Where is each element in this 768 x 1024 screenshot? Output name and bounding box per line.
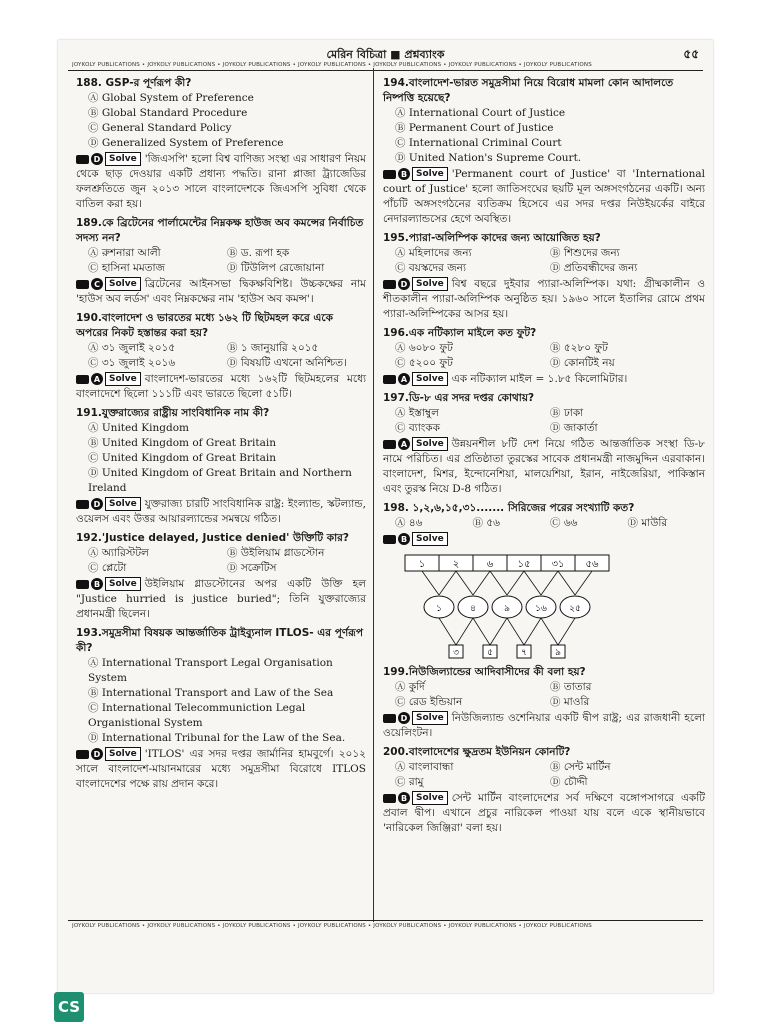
connector-line	[473, 618, 490, 645]
answer-marker: A	[398, 438, 410, 450]
connector-line	[490, 571, 507, 595]
option-text: Ⓐ মহিলাদের জন্য	[395, 247, 472, 259]
pen-icon	[76, 750, 89, 759]
option-text: Ⓐ ৩১ জুলাই ২০১৫	[88, 342, 176, 354]
solve-text: সেন্ট মার্টিন বাংলাদেশের সর্ব দক্ষিণে বঙ্গোপসাগরে একটি প্রবাল দ্বীপ। এখানে প্রচুর নারিকেল পাওয়া যায় বলে একে স্থানীয়ভাবে 'নারিকেল জিঞ্জিরা' বলা হয়।	[383, 792, 705, 834]
question-title: 190.বাংলাদেশ ও ভারতের মধ্যে ১৬২ টি ছিটমহল করে একে অপরের নিকট হস্তান্তর করা হয়?	[76, 312, 333, 339]
option-text: Ⓑ United Kingdom of Great Britain	[88, 437, 277, 449]
solve-line	[383, 437, 705, 497]
series-value: ৫৬	[585, 559, 599, 570]
publisher-strip-top: JOYKOLY PUBLICATIONS • JOYKOLY PUBLICATIONS • JOYKOLY PUBLICATIONS • JOYKOLY PUBLICATIONS • JOYKOLY PUBLICATIONS • JOYKOLY PUBLICATIONS • JOYKOLY PUBLICATIONS	[72, 62, 592, 68]
answer-marker: B	[398, 533, 410, 545]
solve-line	[383, 711, 705, 741]
option-text: Ⓒ General Standard Policy	[88, 122, 232, 134]
pen-icon	[383, 794, 396, 803]
connector-line	[473, 571, 490, 595]
difference-value: ৭	[521, 648, 527, 658]
series-value: ১	[418, 559, 426, 570]
option-text: Ⓑ Global Standard Procedure	[88, 107, 248, 119]
question-title: 195.প্যারা-অলিম্পিক কাদের জন্য আয়োজিত হয়?	[383, 232, 601, 244]
pen-icon	[383, 440, 396, 449]
options-grid	[76, 246, 366, 276]
answer-marker: B	[91, 578, 103, 590]
option-text: Ⓓ Generalized System of Preference	[88, 137, 284, 149]
option-text: Ⓒ হাসিনা মমতাজ	[88, 262, 165, 274]
solve-badge	[383, 437, 448, 451]
option-text: Ⓐ ৪৬	[395, 517, 423, 529]
option-text: Ⓒ প্লেটো	[88, 562, 127, 574]
solve-badge	[383, 167, 448, 181]
answer-marker: A	[398, 373, 410, 385]
question-block	[76, 311, 366, 402]
option-text: Ⓐ United Kingdom	[88, 422, 189, 434]
option-text: Ⓒ ব্যাংকক	[395, 422, 440, 434]
solve-label: Solve	[105, 152, 141, 166]
difference-value: ৫	[487, 648, 493, 658]
option-text: Ⓓ মাওরি	[550, 696, 590, 708]
pen-icon	[76, 155, 89, 164]
question-block	[383, 231, 705, 322]
option-text: Ⓐ কুর্দি	[395, 681, 425, 693]
option-text: Ⓒ রামু	[395, 776, 424, 788]
answer-marker: D	[398, 278, 410, 290]
connector-line	[558, 571, 575, 595]
question-title: 192.'Justice delayed, Justice denied' উক্তিটি কার?	[76, 532, 349, 544]
option-text: Ⓑ ১ জানুয়ারি ২০১৫	[227, 342, 319, 354]
series-diagram-svg	[401, 551, 631, 661]
options-grid	[383, 406, 705, 436]
solve-line	[76, 577, 366, 622]
option-text: Ⓒ ৫২০০ ফুট	[395, 357, 453, 369]
option-text: Ⓑ ৫৬	[472, 517, 500, 529]
connector-line	[575, 571, 592, 595]
solve-line	[76, 372, 366, 402]
option-text: Ⓐ Global System of Preference	[88, 92, 254, 104]
question-title: 189.কে ব্রিটেনের পার্লামেন্টের নিম্নকক্ষ হাউজ অব কমন্সের নির্বাচিত সদস্য নন?	[76, 217, 364, 244]
option-text: Ⓐ ইস্তাম্বুল	[395, 407, 439, 419]
series-value: ২	[452, 559, 460, 570]
options-grid	[383, 341, 705, 371]
option-text: Ⓐ International Court of Justice	[395, 107, 566, 119]
connector-line	[524, 618, 541, 645]
solve-line	[383, 167, 705, 227]
pen-icon	[76, 580, 89, 589]
option-text: Ⓐ রুশনারা আলী	[88, 247, 161, 259]
connector-line	[524, 571, 541, 595]
solve-label: Solve	[412, 791, 448, 805]
solve-badge	[383, 711, 448, 725]
solve-badge	[76, 747, 141, 761]
question-block	[76, 531, 366, 622]
option-text: Ⓐ International Transport Legal Organisation System	[88, 657, 333, 684]
option-text: Ⓒ ৩১ জুলাই ২০১৬	[88, 357, 176, 369]
solve-text: 'Permanent court of Justice' বা 'International court of Justice' হলো জাতিসংঘের ছয়টি মূল অঙ্গসংগঠনের একটি। অন্য পাঁচটি অঙ্গসংগঠনের ব্যতিক্রম হিসেবে এর সদর দপ্তর নিউইয়র্কের বাইরে নেদারল্যান্ডসের হেগে অবস্থিত।	[383, 168, 705, 225]
answer-marker: C	[91, 278, 103, 290]
solve-text: ব্রিটেনের আইনসভা দ্বিকক্ষবিশিষ্ট। উচ্চকক্ষের নাম 'হাউস অব লর্ডস' এবং নিম্নকক্ষের নাম 'হাউস অব কমন্স'।	[76, 278, 366, 305]
solve-label: Solve	[412, 167, 448, 181]
options-grid	[76, 546, 366, 576]
footer-rule	[68, 920, 703, 921]
answer-marker: D	[91, 153, 103, 165]
connector-line	[456, 618, 473, 645]
solve-text: উইলিয়াম গ্লাডস্টোনের অপর একটি উক্তি হল "Justice hurried is justice buried"; তিনি যুক্তরাজ্যের প্রধানমন্ত্রী ছিলেন।	[76, 578, 366, 620]
series-diagram	[401, 551, 705, 661]
question-block	[383, 326, 705, 387]
square-value: ৪	[470, 604, 476, 614]
question-block	[383, 501, 705, 547]
question-title: 197.ডি-৮ এর সদর দপ্তর কোথায়?	[383, 392, 535, 404]
question-title: 191.যুক্তরাজ্যের রাষ্ট্রীয় সাংবিধানিক নাম কী?	[76, 407, 270, 419]
pen-icon	[383, 714, 396, 723]
options-grid	[383, 760, 705, 790]
connector-line	[541, 571, 558, 595]
solve-line	[76, 277, 366, 307]
option-text: Ⓑ ড. রূপা হক	[227, 247, 290, 259]
pen-icon	[383, 535, 396, 544]
solve-badge	[383, 532, 448, 546]
option-text: Ⓒ ৬৬	[550, 517, 578, 529]
solve-label: Solve	[412, 711, 448, 725]
question-title: 198. ১,২,৬,১৫,৩১....... সিরিজের পরের সংখ্যাটি কত?	[383, 502, 635, 514]
answer-marker: A	[91, 373, 103, 385]
option-text: Ⓐ বাংলাবান্ধা	[395, 761, 454, 773]
solve-label: Solve	[105, 372, 141, 386]
camscanner-logo: CS	[54, 992, 84, 1022]
square-value: ১৬	[535, 604, 547, 614]
answer-marker: D	[398, 712, 410, 724]
option-text: Ⓓ জাকার্তা	[550, 422, 598, 434]
options-row	[383, 516, 705, 531]
connector-line	[558, 618, 575, 645]
option-text: Ⓑ Permanent Court of Justice	[395, 122, 554, 134]
option-text: Ⓒ রেড ইন্ডিয়ান	[395, 696, 463, 708]
options-grid	[383, 680, 705, 710]
solve-badge	[383, 277, 448, 291]
solve-line	[76, 497, 366, 527]
solve-line	[383, 532, 705, 547]
series-value: ১৫	[517, 559, 531, 570]
right-column	[383, 76, 705, 840]
solve-text: বাংলাদেশ-ভারতের মধ্যে ১৬২টি ছিটমহলের মধ্যে বাংলাদেশে ছিলো ১১১টি এবং ভারতে ছিলো ৫১টি।	[76, 373, 366, 400]
square-value: ৯	[504, 604, 510, 614]
solve-label: Solve	[105, 277, 141, 291]
pen-icon	[76, 280, 89, 289]
option-text: Ⓑ International Transport and Law of the Sea	[88, 687, 334, 699]
solve-text: 'ITLOS' এর সদর দপ্তর জার্মানির হামবুর্গে। ২০১২ সালে বাংলাদেশ-মায়ানমারের মধ্যে সমুদ্রসীমা বিরোধে ITLOS বাংলাদেশের পক্ষে রায় প্রদান করে।	[76, 748, 366, 790]
option-text: Ⓐ ৬০৮০ ফুট	[395, 342, 453, 354]
column-divider	[373, 68, 374, 922]
question-block	[383, 665, 705, 741]
page-number: ৫৫	[683, 47, 699, 61]
square-value: ১	[436, 604, 442, 614]
option-text: Ⓓ টিউলিপ রেজোয়ানা	[227, 262, 325, 274]
square-value: ২৫	[569, 604, 581, 614]
answer-marker: D	[91, 748, 103, 760]
page-header-title: মেরিন বিচিত্রা ■ প্রশ্নব্যাংক	[326, 48, 445, 61]
question-title: 188. GSP-র পূর্ণরূপ কী?	[76, 77, 192, 89]
solve-badge	[76, 277, 141, 291]
option-text: Ⓒ International Telecommuniction Legal Organistional System	[88, 702, 306, 729]
difference-value: ৯	[555, 648, 561, 658]
question-title: 199.নিউজিল্যান্ডের আদিবাসীদের কী বলা হয়?	[383, 666, 586, 678]
options-grid	[383, 246, 705, 276]
difference-value: ৩	[453, 648, 459, 658]
solve-text: নিউজিল্যান্ড ওশেনিয়ার একটি দ্বীপ রাষ্ট্র; এর রাজধানী হলো ওয়েলিংটন।	[383, 712, 705, 739]
solve-text: যুক্তরাজ্য চারটি সাংবিধানিক রাষ্ট্র: ইংল্যান্ড, স্কটল্যান্ড, ওয়েলস এবং উত্তর আয়ারল্যান্ডের সমন্বয়ে গঠিত।	[76, 498, 366, 525]
pen-icon	[383, 170, 396, 179]
option-text: Ⓓ প্রতিবন্ধীদের জন্য	[550, 262, 638, 274]
option-text: Ⓓ United Kingdom of Great Britain and Northern Ireland	[88, 467, 352, 494]
option-text: Ⓓ কোনটিই নয়	[550, 357, 615, 369]
solve-badge	[76, 152, 141, 166]
solve-line	[76, 152, 366, 212]
option-text: Ⓑ শিশুদের জন্য	[550, 247, 620, 259]
series-value: ৬	[486, 559, 494, 570]
solve-badge	[383, 372, 448, 386]
option-text: Ⓑ তাতার	[550, 681, 592, 693]
option-text: Ⓑ উইলিয়াম গ্লাডস্টোন	[227, 547, 325, 559]
solve-badge	[76, 372, 141, 386]
answer-marker: B	[398, 792, 410, 804]
solve-badge	[76, 497, 141, 511]
connector-line	[456, 571, 473, 595]
option-text: Ⓒ International Criminal Court	[395, 137, 562, 149]
solve-text: উন্নয়নশীল ৮টি দেশ নিয়ে গঠিত আন্তর্জাতিক সংস্থা ডি-৮ নামে পরিচিত। এর প্রতিষ্ঠাতা তুরস্কের সাবেক প্রধানমন্ত্রী নাজমুদ্দিন এরবাকান। বাংলাদেশ, মিশর, ইন্দোনেশিয়া, মালয়েশিয়া, ইরান, নাইজেরিয়া, পাকিস্তান এবং তুরস্ক নিয়ে D-8 গঠিত।	[383, 438, 705, 495]
pen-icon	[76, 375, 89, 384]
option-text: Ⓒ United Kingdom of Great Britain	[88, 452, 277, 464]
solve-line	[76, 747, 366, 792]
connector-line	[422, 571, 439, 595]
solve-line	[383, 277, 705, 322]
question-block	[383, 76, 705, 227]
question-block	[76, 626, 366, 792]
option-text: Ⓒ বয়স্কদের জন্য	[395, 262, 466, 274]
pen-icon	[383, 280, 396, 289]
question-block	[76, 76, 366, 212]
option-text: Ⓓ মাউরি	[627, 517, 668, 529]
question-block	[383, 391, 705, 497]
solve-label: Solve	[105, 497, 141, 511]
question-title: 193.সমুদ্রসীমা বিষয়ক আন্তর্জাতিক ট্রাইব্যুনাল ITLOS- এর পূর্ণরূপ কী?	[76, 627, 363, 654]
solve-badge	[76, 577, 141, 591]
solve-text: এক নটিক্যাল মাইল = ১.৮৫ কিলোমিটার।	[451, 373, 628, 385]
connector-line	[507, 618, 524, 645]
answer-marker: B	[398, 168, 410, 180]
option-text: Ⓓ বিষয়টি এখনো অনিশ্চিত।	[227, 357, 347, 369]
option-text: Ⓓ International Tribunal for the Law of the Sea.	[88, 732, 346, 744]
solve-label: Solve	[412, 532, 448, 546]
solve-badge	[383, 791, 448, 805]
series-value: ৩১	[551, 559, 565, 570]
solve-label: Solve	[105, 577, 141, 591]
pen-icon	[76, 500, 89, 509]
pen-icon	[383, 375, 396, 384]
options-grid	[76, 341, 366, 371]
solve-label: Solve	[412, 277, 448, 291]
question-title: 196.এক নটিক্যাল মাইলে কত ফুট?	[383, 327, 537, 339]
question-title: 200.বাংলাদেশের ক্ষুদ্রতম ইউনিয়ন কোনটি?	[383, 746, 571, 758]
publisher-strip-bottom: JOYKOLY PUBLICATIONS • JOYKOLY PUBLICATIONS • JOYKOLY PUBLICATIONS • JOYKOLY PUBLICATIONS • JOYKOLY PUBLICATIONS • JOYKOLY PUBLICATIONS • JOYKOLY PUBLICATIONS	[72, 923, 592, 929]
question-block	[383, 745, 705, 836]
solve-label: Solve	[105, 747, 141, 761]
option-text: Ⓓ United Nation's Supreme Court.	[395, 152, 582, 164]
left-column	[76, 76, 366, 796]
question-block	[76, 216, 366, 307]
answer-marker: D	[91, 498, 103, 510]
connector-line	[439, 618, 456, 645]
solve-text: 'জিএসপি' হলো বিশ্ব বাণিজ্য সংস্থা এর সাধারণ নিয়ম থেকে ছাড় দেওয়ার একটি প্রধান্য পদ্ধতি। রানা প্লাজা ট্র্যাজেডির ফলশ্রুতিতে জুন ২০১৩ সালে বাংলাদেশকে জিএসপি সুবিধা থেকে বাতিল করা হয়।	[76, 153, 366, 210]
solve-text: বিশ্ব বছরে দুইবার প্যারা-অলিম্পিক। যথা: গ্রীষ্মকালীন ও শীতকালীন প্যারা-অলিম্পিক অনুষ্ঠিত হয়। ১৯৬০ সালে ইতালির রোমে প্রথম প্যারা-অলিম্পিকের আসর হয়।	[383, 278, 705, 320]
option-text: Ⓑ ৫২৮০ ফুট	[550, 342, 608, 354]
question-title: 194.বাংলাদেশ-ভারত সমুদ্রসীমা নিয়ে বিরোধ মামলা কোন আদালতে নিষ্পত্তি হয়েছে?	[383, 77, 674, 104]
header-rule	[68, 70, 703, 71]
option-text: Ⓓ চৌদ্দী	[550, 776, 588, 788]
solve-line	[383, 372, 705, 387]
question-block	[76, 406, 366, 527]
option-text: Ⓑ ঢাকা	[550, 407, 584, 419]
solve-label: Solve	[412, 437, 448, 451]
connector-line	[490, 618, 507, 645]
solve-label: Solve	[412, 372, 448, 386]
option-text: Ⓐ অ্যারিস্টটল	[88, 547, 149, 559]
option-text: Ⓓ সক্রেটিস	[227, 562, 277, 574]
option-text: Ⓑ সেন্ট মার্টিন	[550, 761, 611, 773]
connector-line	[439, 571, 456, 595]
solve-line	[383, 791, 705, 836]
connector-line	[507, 571, 524, 595]
connector-line	[541, 618, 558, 645]
document-page	[58, 40, 713, 993]
